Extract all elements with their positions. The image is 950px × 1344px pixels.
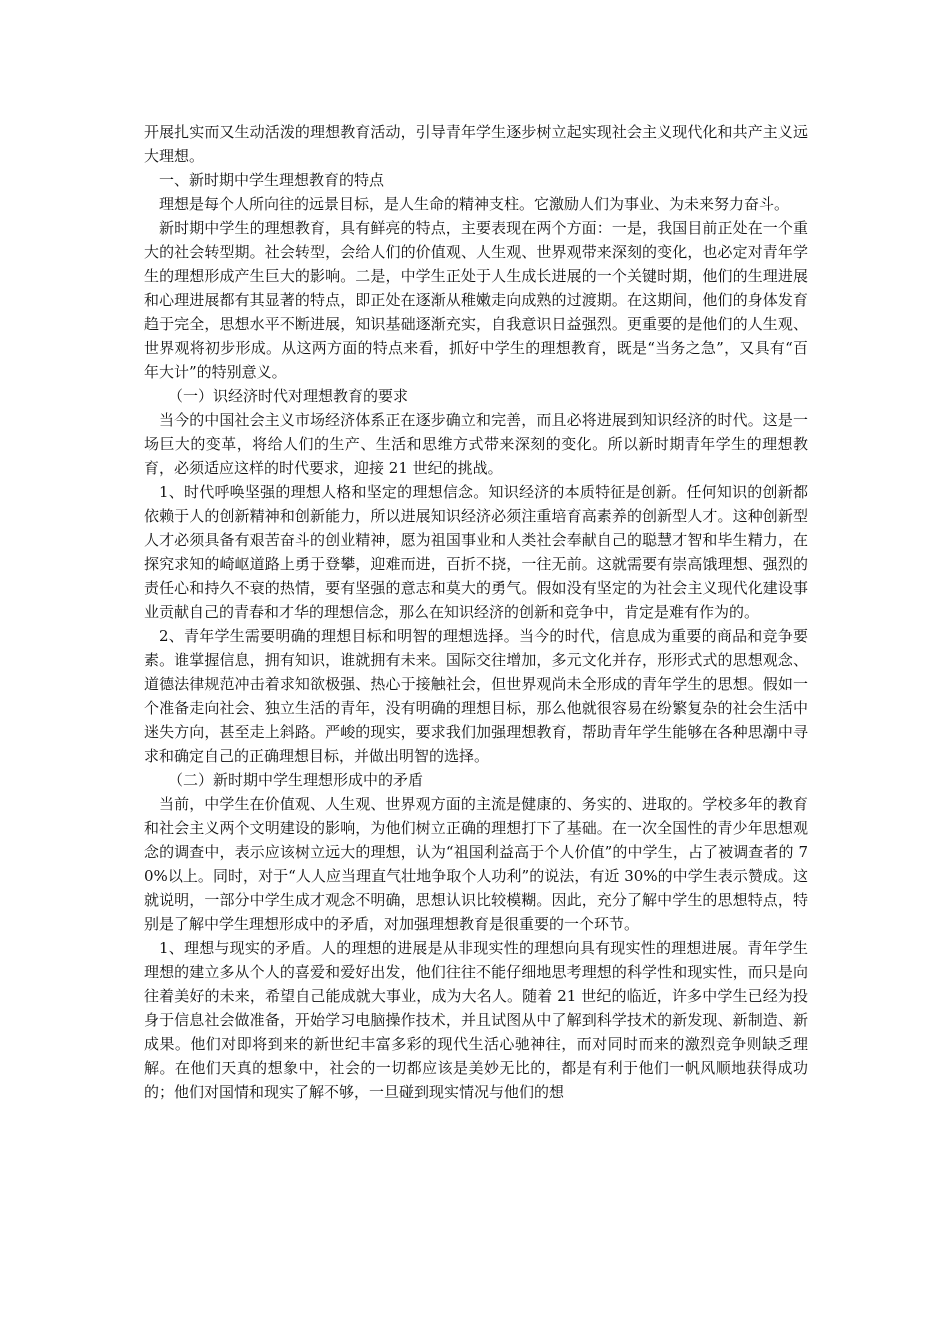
paragraph: 当前，中学生在价值观、人生观、世界观方面的主流是健康的、务实的、进取的。学校多年的教育和社会主义两个文明建设的影响，为他们树立正确的理想打下了基础。在一次全国性的青少年思想观念的调查中，表示应该树立远大的理想，认为“祖国利益高于个人价值”的中学生，占了被调查者的 70%以上。同时，对于“人人应当理直气壮地争取个人功利”的说法，有近 30%的中学生表示赞成。这就说明，一部分中学生成才观念不明确，思想认识比较模糊。因此，充分了解中学生的思想特点，特别是了解中学生理想形成中的矛盾，对加强理想教育是很重要的一个环节。 — [144, 795, 808, 933]
paragraph: 1、时代呼唤坚强的理想人格和坚定的理想信念。知识经济的本质特征是创新。任何知识的创新都依赖于人的创新精神和创新能力，所以进展知识经济必须注重培育高素养的创新型人才。这种创新型人才必须具备有艰苦奋斗的创业精神，愿为祖国事业和人类社会奉献自己的聪慧才智和毕生精力，在探究求知的崎岖道路上勇于登攀，迎难而进，百折不挠，一往无前。这就需要有崇高饿理想、强烈的责任心和持久不衰的热情，要有坚强的意志和莫大的勇气。假如没有坚定的为社会主义现代化建设事业贡献自己的青春和才华的理想信念，那么在知识经济的创新和竞争中，肯定是难有作为的。 — [144, 483, 808, 621]
subsection-heading: （一）识经济时代对理想教育的要求 — [168, 387, 409, 405]
paragraph: 新时期中学生的理想教育，具有鲜亮的特点，主要表现在两个方面：一是，我国目前正处在一个重大的社会转型期。社会转型，会给人们的价值观、人生观、世界观带来深刻的变化，也必定对青年学生的理想形成产生巨大的影响。二是，中学生正处于人生成长进展的一个关键时期，他们的生理进展和心理进展都有其显著的特点，即正处在逐渐从稚嫩走向成熟的过渡期。在这期间，他们的身体发育趋于完全，思想水平不断进展，知识基础逐渐充实，自我意识日益强烈。更重要的是他们的人生观、世界观将初步形成。从这两方面的特点来看，抓好中学生的理想教育，既是“当务之急”，又具有“百年大计”的特别意义。 — [144, 219, 808, 381]
paragraph: 理想是每个人所向往的远景目标，是人生命的精神支柱。它激励人们为事业、为未来努力奋斗。 — [159, 195, 790, 213]
subsection-heading: （二）新时期中学生理想形成中的矛盾 — [168, 771, 424, 789]
paragraph: 1、理想与现实的矛盾。人的理想的进展是从非现实性的理想向具有现实性的理想进展。青年学生理想的建立多从个人的喜爱和爱好出发，他们往往不能仔细地思考理想的科学性和现实性，而只是向往着美好的未来，希望自己能成就大事业，成为大名人。随着 21 世纪的临近，许多中学生已经为投身于信息社会做准备，开始学习电脑操作技术，并且试图从中了解到科学技术的新发现、新制造、新成果。他们对即将到来的新世纪丰富多彩的现代生活心驰神往，而对同时而来的激烈竞争则缺乏理解。在他们天真的想象中，社会的一切都应该是美妙无比的，都是有利于他们一帆风顺地获得成功的；他们对国情和现实了解不够，一旦碰到现实情况与他们的想 — [144, 939, 808, 1101]
paragraph: 开展扎实而又生动活泼的理想教育活动，引导青年学生逐步树立起实现社会主义现代化和共产主义远大理想。 — [144, 123, 808, 165]
section-heading: 一、新时期中学生理想教育的特点 — [159, 171, 385, 189]
document-body — [144, 120, 808, 1104]
paragraph: 2、青年学生需要明确的理想目标和明智的理想选择。当今的时代，信息成为重要的商品和竞争要素。谁掌握信息，拥有知识，谁就拥有未来。国际交往增加，多元文化并存，形形式式的思想观念、道德法律规范冲击着求知欲极强、热心于接触社会，但世界观尚未全形成的青年学生的思想。假如一个准备走向社会、独立生活的青年，没有明确的理想目标，那么他就很容易在纷繁复杂的社会生活中迷失方向，甚至走上斜路。严峻的现实，要求我们加强理想教育，帮助青年学生能够在各种思潮中寻求和确定自己的正确理想目标，并做出明智的选择。 — [144, 627, 808, 765]
paragraph: 当今的中国社会主义市场经济体系正在逐步确立和完善，而且必将进展到知识经济的时代。这是一场巨大的变革，将给人们的生产、生活和思维方式带来深刻的变化。所以新时期青年学生的理想教育，必须适应这样的时代要求，迎接 21 世纪的挑战。 — [144, 411, 808, 477]
